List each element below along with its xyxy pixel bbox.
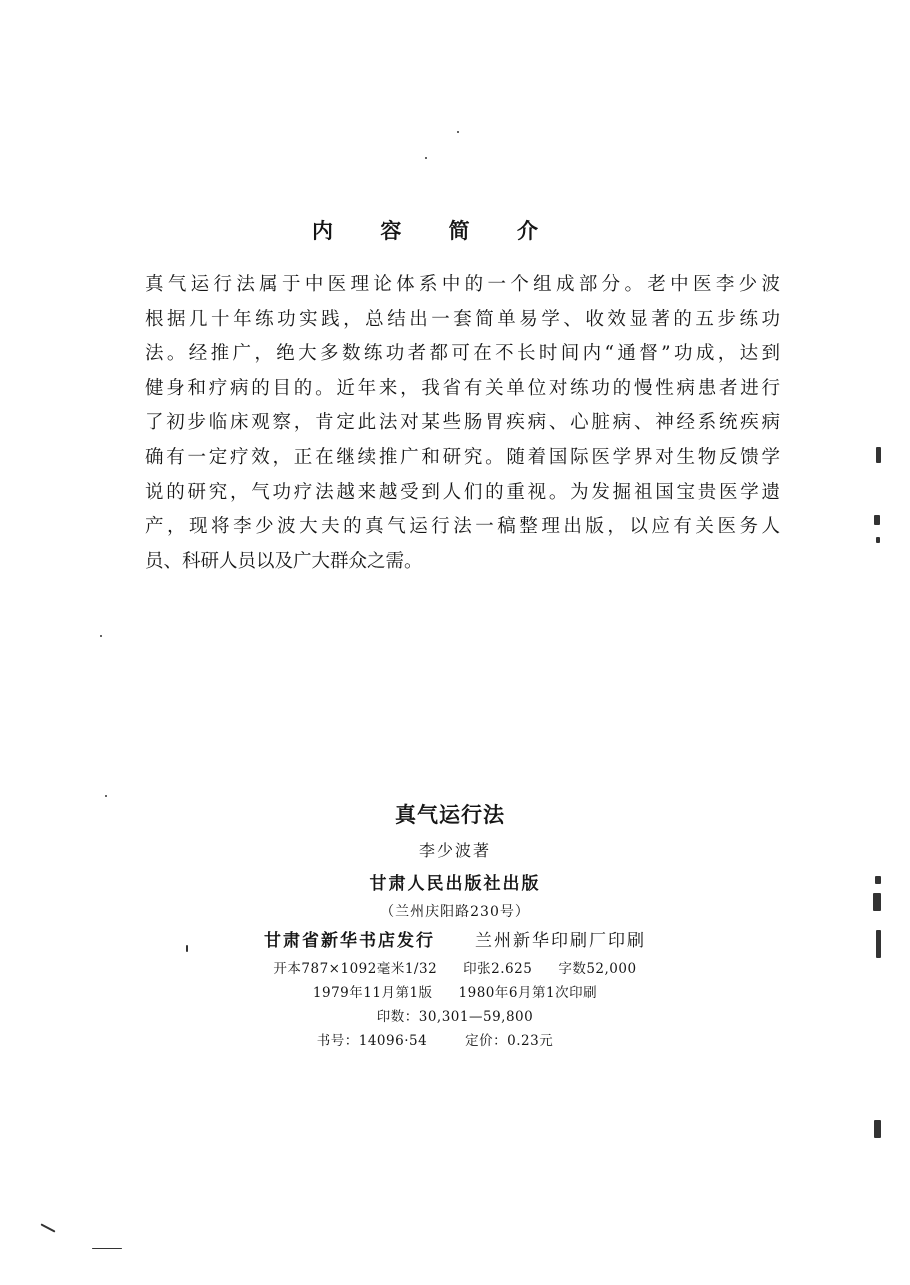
scan-speck bbox=[186, 945, 188, 952]
price: 定价：0.23元 bbox=[465, 1033, 554, 1049]
scan-speck bbox=[40, 1223, 55, 1232]
scan-speck bbox=[875, 876, 881, 884]
distribution-row bbox=[180, 929, 730, 953]
intro-line: 法。经推广，绝大多数练功者都可在不长时间内“通督”功成，达到 bbox=[145, 343, 780, 365]
publisher-address: （兰州庆阳路230号） bbox=[380, 904, 530, 920]
format: 开本787×1092毫米1/32 bbox=[273, 961, 438, 977]
scan-speck bbox=[876, 537, 880, 543]
author: 李少波著 bbox=[418, 841, 491, 860]
printer: 兰州新华印刷厂印刷 bbox=[475, 931, 646, 951]
intro-line: 员、科研人员以及广大群众之需。 bbox=[145, 550, 423, 572]
book-title: 真气运行法 bbox=[395, 803, 505, 827]
scan-speck bbox=[92, 1248, 122, 1249]
intro-line: 了初步临床观察，肯定此法对某些肠胃疾病、心脏病、神经系统疾病 bbox=[145, 412, 780, 434]
scan-speck bbox=[425, 157, 427, 159]
scan-speck bbox=[100, 635, 102, 637]
scan-speck bbox=[105, 795, 107, 797]
colophon bbox=[180, 800, 730, 1051]
sheets: 印张2.625 bbox=[463, 961, 533, 977]
edition-row bbox=[180, 983, 730, 1003]
intro-body bbox=[145, 268, 780, 579]
print-run: 1980年6月第1次印刷 bbox=[458, 985, 598, 1001]
intro-line: 真气运行法属于中医理论体系中的一个组成部分。老中医李少波 bbox=[145, 274, 780, 295]
book-number: 书号：14096·54 bbox=[316, 1033, 428, 1049]
distributor: 甘肃省新华书店发行 bbox=[264, 931, 435, 951]
intro-line: 确有一定疗效，正在继续推广和研究。随着国际医学界对生物反馈学 bbox=[145, 446, 780, 468]
print-quantity: 印数：30,301—59,800 bbox=[376, 1009, 534, 1025]
scan-speck bbox=[876, 930, 881, 958]
intro-line: 说的研究，气功疗法越来越受到人们的重视。为发掘祖国宝贵医学遗 bbox=[145, 481, 780, 503]
publisher: 甘肃人民出版社出版 bbox=[369, 874, 541, 894]
intro-heading: 内 容 简 介 bbox=[312, 219, 558, 243]
price-row bbox=[140, 1031, 730, 1051]
scan-speck bbox=[457, 131, 459, 133]
word-count: 字数52,000 bbox=[558, 961, 637, 977]
scan-speck bbox=[876, 447, 881, 463]
scan-speck bbox=[874, 1120, 881, 1138]
intro-line: 产，现将李少波大夫的真气运行法一稿整理出版，以应有关医务人 bbox=[145, 516, 780, 538]
intro-line: 根据几十年练功实践，总结出一套简单易学、收效显著的五步练功 bbox=[145, 308, 780, 330]
first-edition: 1979年11月第1版 bbox=[312, 985, 433, 1001]
scan-speck bbox=[873, 893, 881, 911]
spec-row bbox=[180, 959, 730, 979]
intro-line: 健身和疗病的目的。近年来，我省有关单位对练功的慢性病患者进行 bbox=[145, 377, 780, 399]
scan-speck bbox=[874, 515, 880, 525]
